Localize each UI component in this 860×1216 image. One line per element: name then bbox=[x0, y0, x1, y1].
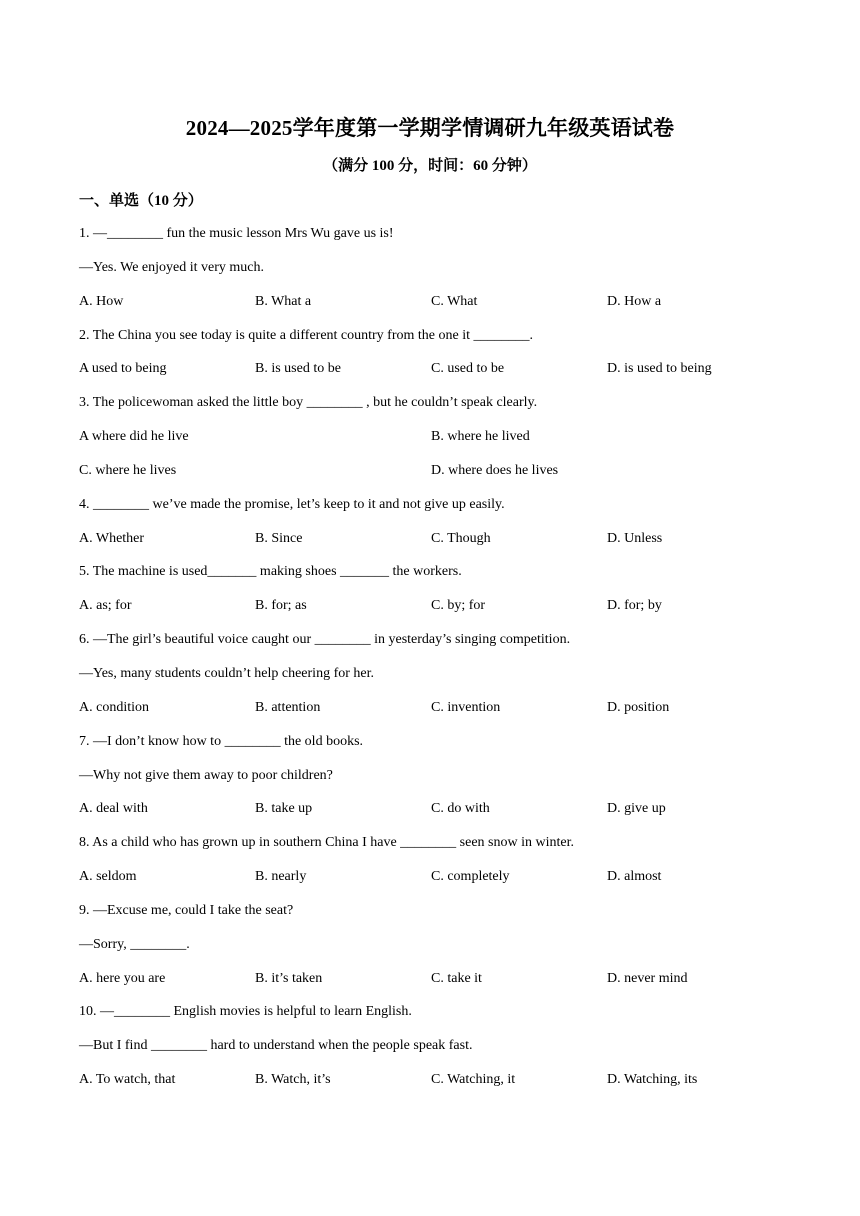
option-d: D. Watching, its bbox=[607, 1072, 698, 1088]
option-b: B. Since bbox=[255, 530, 303, 546]
question-dialogue-line: —Yes. We enjoyed it very much. bbox=[79, 259, 265, 275]
question-stem: 6. —The girl’s beautiful voice caught our ________ in yesterday’s singing competition. bbox=[79, 632, 571, 648]
section-heading: 一、单选（10 分） bbox=[79, 193, 203, 209]
options-row bbox=[79, 968, 799, 1002]
options-row bbox=[79, 697, 799, 731]
question-stem: 1. —________ fun the music lesson Mrs Wu gave us is! bbox=[79, 226, 394, 241]
option-c: C. What bbox=[431, 293, 478, 309]
question-stem: 3. The policewoman asked the little boy ________ , but he couldn’t speak clearly. bbox=[79, 395, 538, 411]
question-7 bbox=[79, 731, 799, 833]
options-row bbox=[79, 866, 799, 900]
option-d: D. for; by bbox=[607, 598, 662, 614]
option-a: A. as; for bbox=[79, 598, 132, 614]
question-6 bbox=[79, 629, 799, 731]
question-stem: 5. The machine is used_______ making shoes _______ the workers. bbox=[79, 564, 462, 580]
option-a: A used to being bbox=[79, 361, 167, 377]
question-5 bbox=[79, 561, 799, 629]
question-9 bbox=[79, 900, 799, 1002]
option-b: B. is used to be bbox=[255, 361, 341, 377]
question-3 bbox=[79, 392, 799, 494]
option-a: A where did he live bbox=[79, 429, 189, 445]
option-a: A. To watch, that bbox=[79, 1072, 176, 1088]
option-b: B. where he lived bbox=[431, 429, 530, 445]
options-row bbox=[79, 291, 799, 325]
question-list bbox=[79, 223, 799, 1103]
option-b: B. it’s taken bbox=[255, 970, 323, 986]
option-c: C. Watching, it bbox=[431, 1072, 516, 1088]
exam-subtitle: （满分 100 分，时间：60 分钟） bbox=[323, 158, 537, 174]
question-10 bbox=[79, 1001, 799, 1103]
options-row bbox=[79, 426, 799, 460]
question-stem: 4. ________ we’ve made the promise, let’s keep to it and not give up easily. bbox=[79, 496, 505, 512]
question-4 bbox=[79, 494, 799, 562]
option-b: B. for; as bbox=[255, 598, 307, 614]
option-d: D. Unless bbox=[607, 530, 663, 546]
option-b: B. Watch, it’s bbox=[255, 1072, 331, 1088]
question-dialogue-line: —Yes, many students couldn’t help cheering for her. bbox=[79, 665, 374, 681]
option-a: A. How bbox=[79, 293, 124, 309]
question-stem: 7. —I don’t know how to ________ the old books. bbox=[79, 733, 364, 749]
options-row bbox=[79, 798, 799, 832]
question-1 bbox=[79, 223, 799, 325]
option-b: B. nearly bbox=[255, 869, 307, 885]
option-d: D. never mind bbox=[607, 970, 688, 986]
option-b: B. What a bbox=[255, 293, 312, 309]
question-stem: 2. The China you see today is quite a different country from the one it ________. bbox=[79, 327, 533, 343]
option-d: D. where does he lives bbox=[431, 462, 559, 478]
option-c: C. used to be bbox=[431, 361, 505, 377]
question-stem: 10. —________ English movies is helpful to learn English. bbox=[79, 1004, 412, 1020]
options-row bbox=[79, 595, 799, 629]
option-d: D. How a bbox=[607, 293, 662, 309]
options-row bbox=[79, 460, 799, 494]
option-d: D. almost bbox=[607, 869, 662, 885]
option-a: A. condition bbox=[79, 699, 149, 715]
option-c: C. Though bbox=[431, 530, 491, 546]
option-a: A. deal with bbox=[79, 801, 148, 817]
option-a: A. Whether bbox=[79, 530, 145, 546]
question-stem: 9. —Excuse me, could I take the seat? bbox=[79, 902, 294, 918]
option-d: D. is used to being bbox=[607, 361, 712, 377]
question-stem: 8. As a child who has grown up in southern China I have ________ seen snow in winter. bbox=[79, 835, 574, 851]
option-c: C. by; for bbox=[431, 598, 486, 614]
option-c: C. completely bbox=[431, 869, 510, 885]
option-b: B. take up bbox=[255, 801, 313, 817]
question-dialogue-line: —But I find ________ hard to understand when the people speak fast. bbox=[79, 1038, 473, 1054]
options-row bbox=[79, 528, 799, 562]
option-d: D. give up bbox=[607, 801, 666, 817]
options-row bbox=[79, 358, 799, 392]
options-row bbox=[79, 1069, 799, 1103]
question-dialogue-line: —Why not give them away to poor children? bbox=[79, 767, 333, 783]
exam-title: 2024—2025学年度第一学期学情调研九年级英语试卷 bbox=[185, 116, 675, 140]
question-dialogue-line: —Sorry, ________. bbox=[79, 936, 190, 952]
question-2 bbox=[79, 325, 799, 393]
option-d: D. position bbox=[607, 699, 670, 715]
question-8 bbox=[79, 832, 799, 900]
option-c: C. take it bbox=[431, 970, 482, 986]
option-a: A. here you are bbox=[79, 970, 166, 986]
option-c: C. where he lives bbox=[79, 462, 177, 478]
option-c: C. invention bbox=[431, 699, 501, 715]
option-a: A. seldom bbox=[79, 869, 137, 885]
option-c: C. do with bbox=[431, 801, 490, 817]
option-b: B. attention bbox=[255, 699, 321, 715]
